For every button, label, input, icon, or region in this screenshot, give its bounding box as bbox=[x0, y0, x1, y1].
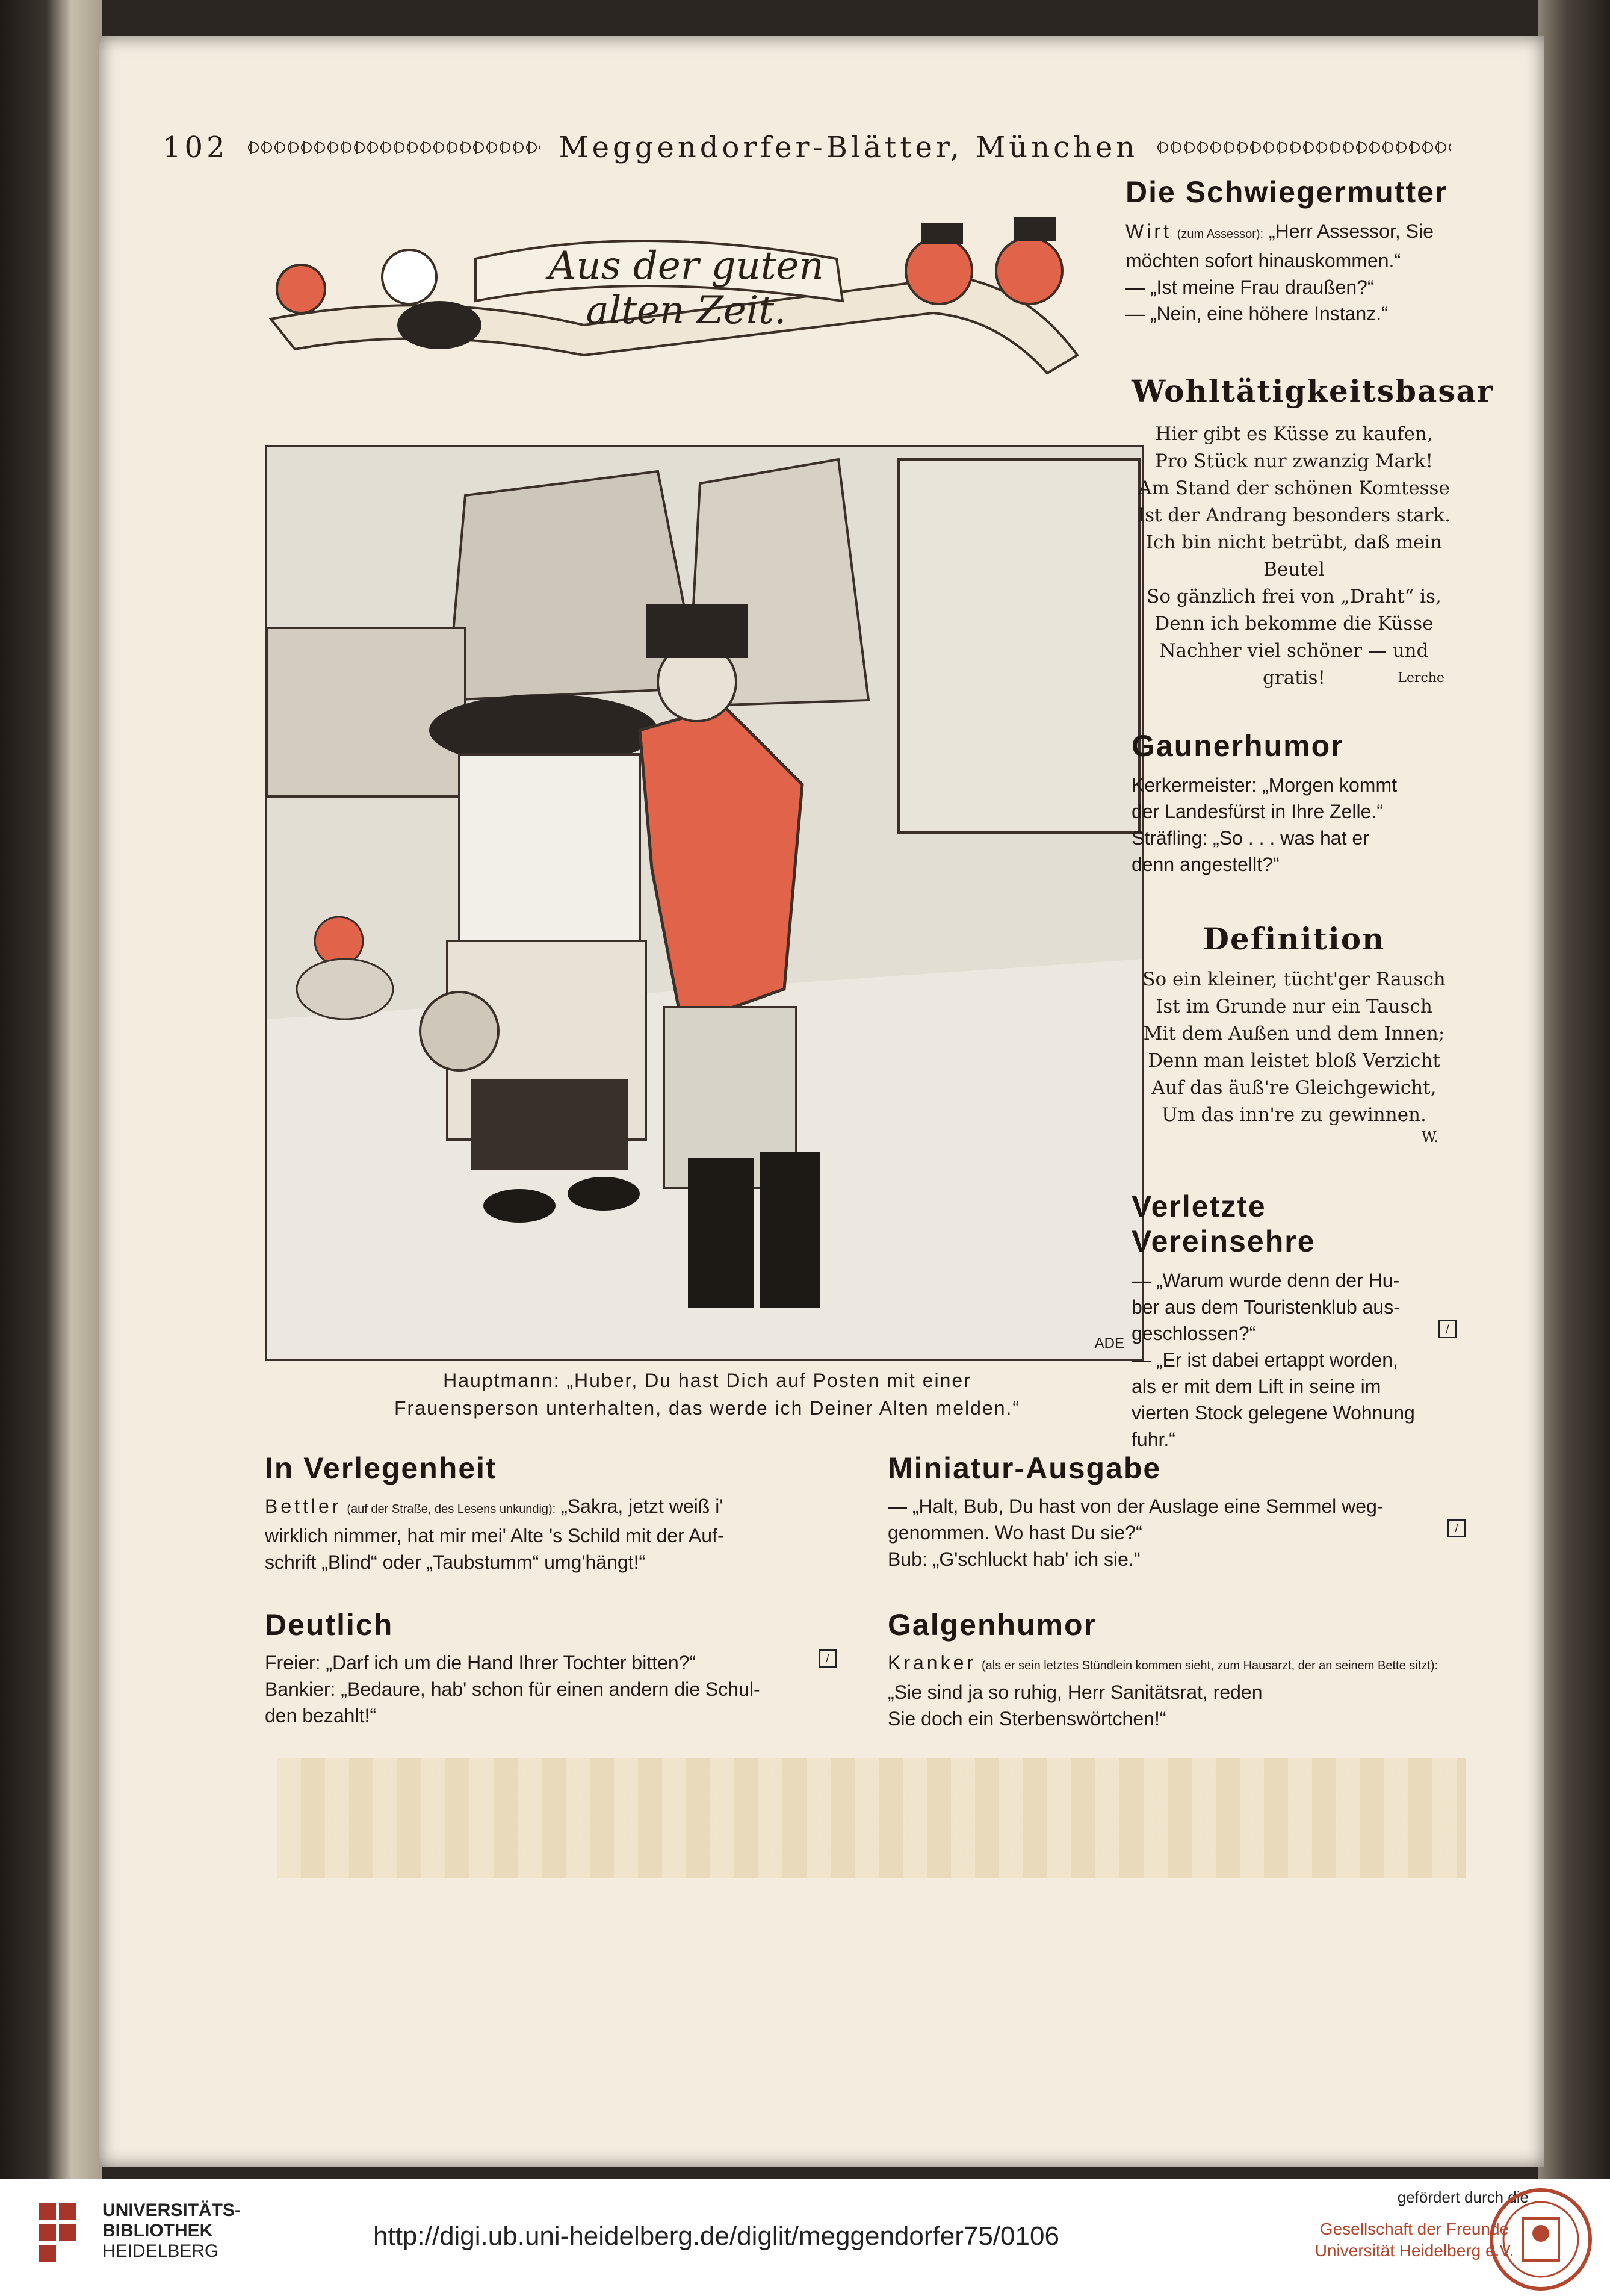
article-line: Bankier: „Bedaure, hab' schon für einen andern die Schul- bbox=[265, 1678, 760, 1700]
university-seal-icon bbox=[1487, 2185, 1595, 2294]
article-line-text: Freier: „Darf ich um die Hand Ihrer Tochter bitten?“ bbox=[265, 1652, 696, 1674]
article-line bbox=[888, 1519, 1466, 1546]
article-line: denn angestellt?“ bbox=[1132, 854, 1280, 875]
boxed-slash-icon: / bbox=[1438, 1320, 1457, 1338]
article-basar bbox=[1132, 373, 1494, 692]
library-logo-icon bbox=[36, 2197, 96, 2270]
article-line bbox=[1132, 1320, 1457, 1347]
article-line bbox=[888, 1649, 1466, 1679]
article-line: — „Nein, eine höhere Instanz.“ bbox=[1125, 303, 1388, 324]
speaker-note: (auf der Straße, des Lesens unkundig): bbox=[347, 1503, 556, 1516]
article-line: — „Ist meine Frau draußen?“ bbox=[1125, 276, 1374, 298]
ornament-rule-left bbox=[247, 141, 541, 154]
article-title: Deutlich bbox=[265, 1608, 394, 1642]
verse-line: Um das inn're zu gewinnen. bbox=[1162, 1104, 1426, 1126]
verse-text: gratis! bbox=[1263, 667, 1325, 689]
support-note: gefördert durch die bbox=[1397, 2188, 1529, 2206]
banner-title: Aus der guten alten Zeit. bbox=[548, 244, 824, 333]
illustration-signature: ADE bbox=[1094, 1335, 1124, 1351]
speaker-note: (als er sein letztes Stündlein kommen sieht, zum Hausarzt, der an seinem Bette sitzt): bbox=[981, 1659, 1438, 1672]
article-title: Galgenhumor bbox=[888, 1608, 1097, 1642]
article-line: — „Warum wurde denn der Hu- bbox=[1132, 1270, 1400, 1291]
society-line-1: Gesellschaft der Freunde bbox=[1319, 2220, 1509, 2238]
article-line: fuhr.“ bbox=[1132, 1429, 1175, 1450]
article-line-text: genommen. Wo hast Du sie?“ bbox=[888, 1522, 1142, 1544]
article-line bbox=[1125, 218, 1463, 247]
speaker-note: (zum Assessor): bbox=[1177, 228, 1264, 241]
verse-signature: Lerche bbox=[1398, 671, 1444, 686]
boxed-slash-icon: / bbox=[819, 1649, 837, 1668]
article-line: als er mit dem Lift in seine im bbox=[1132, 1376, 1381, 1397]
article-galgenhumor bbox=[888, 1607, 1466, 1732]
article-vereinsehre bbox=[1132, 1189, 1457, 1453]
running-head bbox=[163, 126, 1451, 169]
article-body bbox=[1132, 772, 1457, 878]
article-body bbox=[265, 1649, 837, 1729]
article-line: „Sie sind ja so ruhig, Herr Sanitätsrat, reden bbox=[888, 1681, 1263, 1703]
illustration-caption bbox=[361, 1367, 1053, 1422]
decorative-ornament-panel bbox=[277, 1758, 1466, 1878]
article-title: Verletzte Vereinsehre bbox=[1132, 1190, 1316, 1258]
article-line: Sie doch ein Sterbenswörtchen!“ bbox=[888, 1708, 1166, 1730]
article-body bbox=[888, 1649, 1466, 1732]
caption-line-1: Hauptmann: „Huber, Du hast Dich auf Posten mit einer bbox=[443, 1370, 971, 1391]
illustration-scene bbox=[267, 447, 1142, 1359]
verse-line: Denn man leistet bloß Verzicht bbox=[1148, 1050, 1440, 1072]
article-body bbox=[1132, 966, 1457, 1129]
article-line-text: „Herr Assessor, Sie bbox=[1269, 220, 1434, 242]
article-body bbox=[1132, 421, 1457, 692]
article-line: — „Halt, Bub, Du hast von der Auslage eine Semmel weg- bbox=[888, 1495, 1384, 1517]
article-line-text: „Sakra, jetzt weiß i' bbox=[561, 1495, 723, 1517]
article-line: ber aus dem Touristenklub aus- bbox=[1132, 1296, 1400, 1318]
caption-line-2: Frauensperson unterhalten, das werde ich Deiner Alten melden.“ bbox=[394, 1397, 1021, 1419]
speaker-name: Wirt bbox=[1125, 220, 1172, 242]
article-schwiegermutter bbox=[1125, 175, 1463, 327]
article-body bbox=[1125, 218, 1463, 327]
main-illustration bbox=[265, 445, 1144, 1361]
article-title: Die Schwiegermutter bbox=[1125, 175, 1448, 209]
article-body bbox=[888, 1493, 1466, 1572]
article-deutlich bbox=[265, 1607, 837, 1729]
article-line: wirklich nimmer, hat mir mei' Alte 's Schild mit der Auf- bbox=[265, 1525, 724, 1547]
article-title: Definition bbox=[1203, 921, 1386, 957]
article-title: Miniatur-Ausgabe bbox=[888, 1451, 1162, 1485]
article-body bbox=[1132, 1267, 1457, 1453]
article-line: den bezahlt!“ bbox=[265, 1705, 377, 1727]
verse-line: So gänzlich frei von „Draht“ is, bbox=[1147, 586, 1441, 607]
library-line-2: BIBLIOTHEK bbox=[102, 2221, 213, 2241]
book-edge-left bbox=[0, 0, 102, 2179]
article-miniatur bbox=[888, 1451, 1466, 1572]
article-line: Kerkermeister: „Morgen kommt bbox=[1132, 774, 1397, 796]
verse-line bbox=[1132, 665, 1457, 692]
article-line: der Landesfürst in Ihre Zelle.“ bbox=[1132, 801, 1383, 822]
article-line-text: geschlossen?“ bbox=[1132, 1323, 1256, 1344]
verse-line: Denn ich bekomme die Küsse bbox=[1154, 613, 1434, 635]
verse-line: Auf das äuß're Gleichgewicht, bbox=[1151, 1077, 1437, 1099]
article-title: Gaunerhumor bbox=[1132, 729, 1344, 763]
article-line bbox=[265, 1649, 837, 1676]
page-number: 102 bbox=[163, 131, 229, 164]
source-url-link[interactable]: http://digi.ub.uni-heidelberg.de/diglit/meggendorfer75/0106 bbox=[373, 2221, 1059, 2251]
book-edge-right bbox=[1538, 0, 1610, 2179]
verse-line: Pro Stück nur zwanzig Mark! bbox=[1154, 450, 1433, 472]
ornament-rule-right bbox=[1156, 141, 1451, 154]
verse-line: Ich bin nicht betrübt, daß mein bbox=[1145, 532, 1443, 553]
article-line bbox=[265, 1493, 837, 1522]
library-line-3: HEIDELBERG bbox=[102, 2241, 219, 2261]
verse-line: Ist der Andrang besonders stark. bbox=[1137, 504, 1451, 526]
article-gaunerhumor bbox=[1132, 728, 1457, 878]
verse-line: Beutel bbox=[1263, 559, 1325, 580]
speaker-name: Bettler bbox=[265, 1495, 342, 1517]
boxed-slash-icon: / bbox=[1447, 1519, 1466, 1537]
society-line-2: Universität Heidelberg e.V. bbox=[1314, 2241, 1514, 2260]
article-line: Sträfling: „So . . . was hat er bbox=[1132, 827, 1369, 849]
article-line: vierten Stock gelegene Wohnung bbox=[1132, 1402, 1415, 1424]
verse-line: Hier gibt es Küsse zu kaufen, bbox=[1155, 423, 1433, 445]
article-title: Wohltätigkeitsbasar bbox=[1132, 373, 1494, 409]
verse-line: Mit dem Außen und dem Innen; bbox=[1143, 1023, 1445, 1044]
article-body bbox=[265, 1493, 837, 1575]
article-definition bbox=[1132, 921, 1457, 1146]
article-verlegenheit bbox=[265, 1451, 837, 1575]
library-line-1: UNIVERSITÄTS- bbox=[102, 2200, 241, 2220]
article-line: — „Er ist dabei ertappt worden, bbox=[1132, 1349, 1398, 1371]
article-line: möchten sofort hinauskommen.“ bbox=[1125, 250, 1401, 271]
verse-line: Ist im Grunde nur ein Tausch bbox=[1156, 996, 1432, 1017]
verse-signature: W. bbox=[1421, 1129, 1438, 1146]
article-line: schrift „Blind“ oder „Taubstumm“ umg'hängt!“ bbox=[265, 1551, 646, 1573]
article-title: In Verlegenheit bbox=[265, 1451, 497, 1485]
article-line: Bub: „G'schluckt hab' ich sie.“ bbox=[888, 1548, 1141, 1570]
running-title: Meggendorfer-Blätter, München bbox=[559, 131, 1139, 164]
library-name bbox=[102, 2200, 241, 2262]
verse-line: Am Stand der schönen Komtesse bbox=[1138, 477, 1450, 499]
verse-line: So ein kleiner, tücht'ger Rausch bbox=[1142, 969, 1446, 990]
speaker-name: Kranker bbox=[888, 1652, 977, 1674]
verse-line: Nachher viel schöner — und bbox=[1159, 640, 1429, 662]
